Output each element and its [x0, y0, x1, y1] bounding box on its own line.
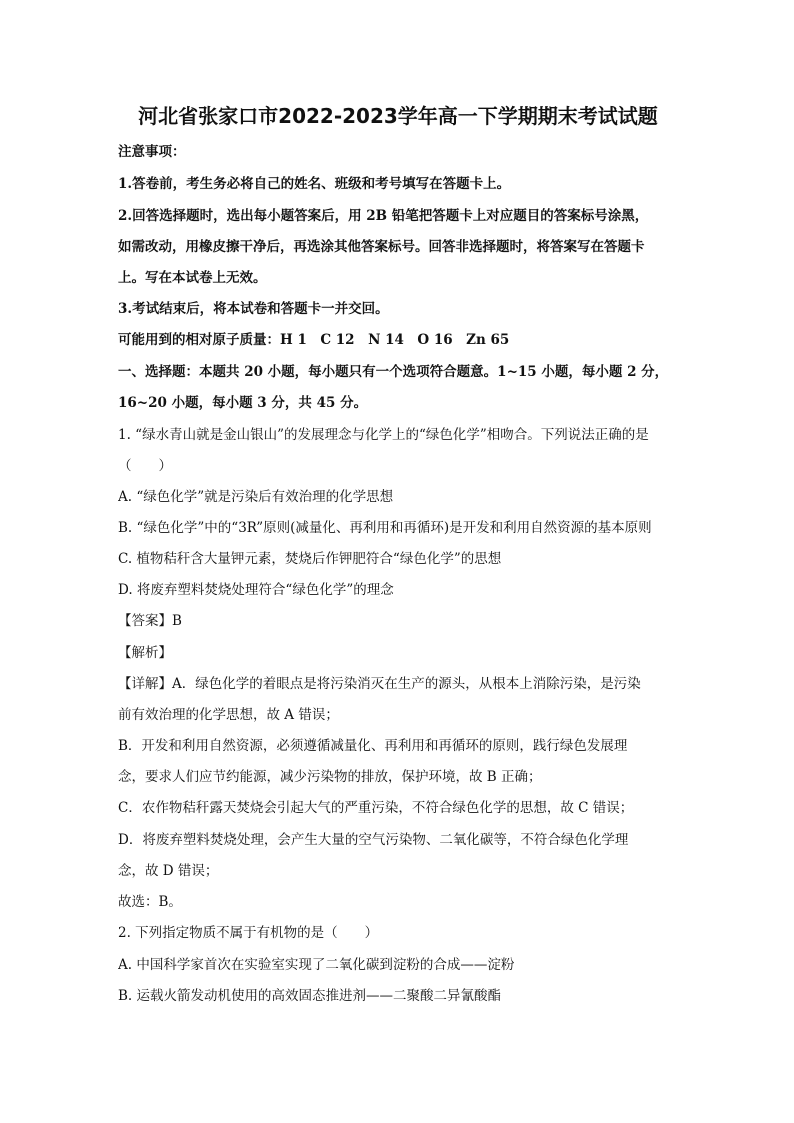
- question-1-detail-line-1: 【详解】A．绿色化学的着眼点是将污染消灭在生产的源头，从根本上消除污染，是污染: [118, 676, 641, 692]
- notice-item-1: 1.答卷前，考生务必将自己的姓名、班级和考号填写在答题卡上。: [118, 176, 511, 192]
- notice-item-2-line-2: 如需改动，用橡皮擦干净后，再选涂其他答案标号。回答非选择题时，将答案写在答题卡: [118, 239, 645, 255]
- question-2-option-b: B. 运载火箭发动机使用的高效固态推进剂——二聚酸二异氰酸酯: [118, 988, 502, 1004]
- question-1-option-a: A. “绿色化学”就是污染后有效治理的化学思想: [118, 489, 394, 505]
- question-1-detail-line-5: C．农作物秸秆露天焚烧会引起大气的严重污染，不符合绿色化学的思想，故 C 错误；: [118, 800, 634, 816]
- notice-item-2-line-3: 上。写在本试卷上无效。: [118, 270, 267, 286]
- question-1-conclusion: 故选：B。: [118, 894, 182, 910]
- notice-heading: 注意事项：: [118, 144, 186, 160]
- notice-item-2-line-1: 2.回答选择题时，选出每小题答案后，用 2B 铅笔把答题卡上对应题目的答案标号涂黑，: [118, 208, 649, 224]
- question-1-detail-line-4: 念，要求人们应节约能源，减少污染物的排放，保护环境，故 B 正确；: [118, 769, 542, 785]
- question-1-detail-line-3: B．开发和利用自然资源，必须遵循减量化、再利用和再循环的原则，践行绿色发展理: [118, 738, 628, 754]
- section-1-header-line-2: 16~20 小题，每小题 3 分，共 45 分。: [118, 395, 368, 411]
- exam-title: 河北省张家口市2022-2023学年高一下学期期末考试试题: [138, 104, 658, 128]
- notice-item-3: 3.考试结束后，将本试卷和答题卡一并交回。: [118, 301, 389, 317]
- question-1-detail-line-7: 念，故 D 错误；: [118, 863, 219, 879]
- question-1-option-c: C. 植物秸秆含大量钾元素，焚烧后作钾肥符合“绿色化学”的思想: [118, 551, 502, 567]
- question-1-answer: 【答案】B: [118, 613, 182, 629]
- question-1-analysis-label: 【解析】: [118, 645, 172, 661]
- section-1-header-line-1: 一、选择题：本题共 20 小题，每小题只有一个选项符合题意。1~15 小题，每小题 2 分，: [118, 364, 669, 380]
- question-2-option-a: A. 中国科学家首次在实验室实现了二氧化碳到淀粉的合成——淀粉: [118, 957, 515, 973]
- question-1-stem-line-1: 1. “绿水青山就是金山银山”的发展理念与化学上的“绿色化学”相吻合。下列说法正确的是: [118, 427, 649, 443]
- atomic-mass-note: 可能用到的相对原子质量：H 1 C 12 N 14 O 16 Zn 65: [118, 332, 510, 348]
- question-1-option-d: D. 将废弃塑料焚烧处理符合“绿色化学”的理念: [118, 582, 394, 598]
- question-1-option-b: B. “绿色化学”中的“3R”原则(减量化、再利用和再循环)是开发和利用自然资源的基本原则: [118, 520, 652, 536]
- question-2-stem: 2. 下列指定物质不属于有机物的是（ ）: [118, 925, 379, 941]
- question-1-detail-line-6: D．将废弃塑料焚烧处理，会产生大量的空气污染物、二氧化碳等，不符合绿色化学理: [118, 832, 629, 848]
- question-1-stem-line-2: （ ）: [118, 458, 172, 474]
- question-1-detail-line-2: 前有效治理的化学思想，故 A 错误；: [118, 707, 339, 723]
